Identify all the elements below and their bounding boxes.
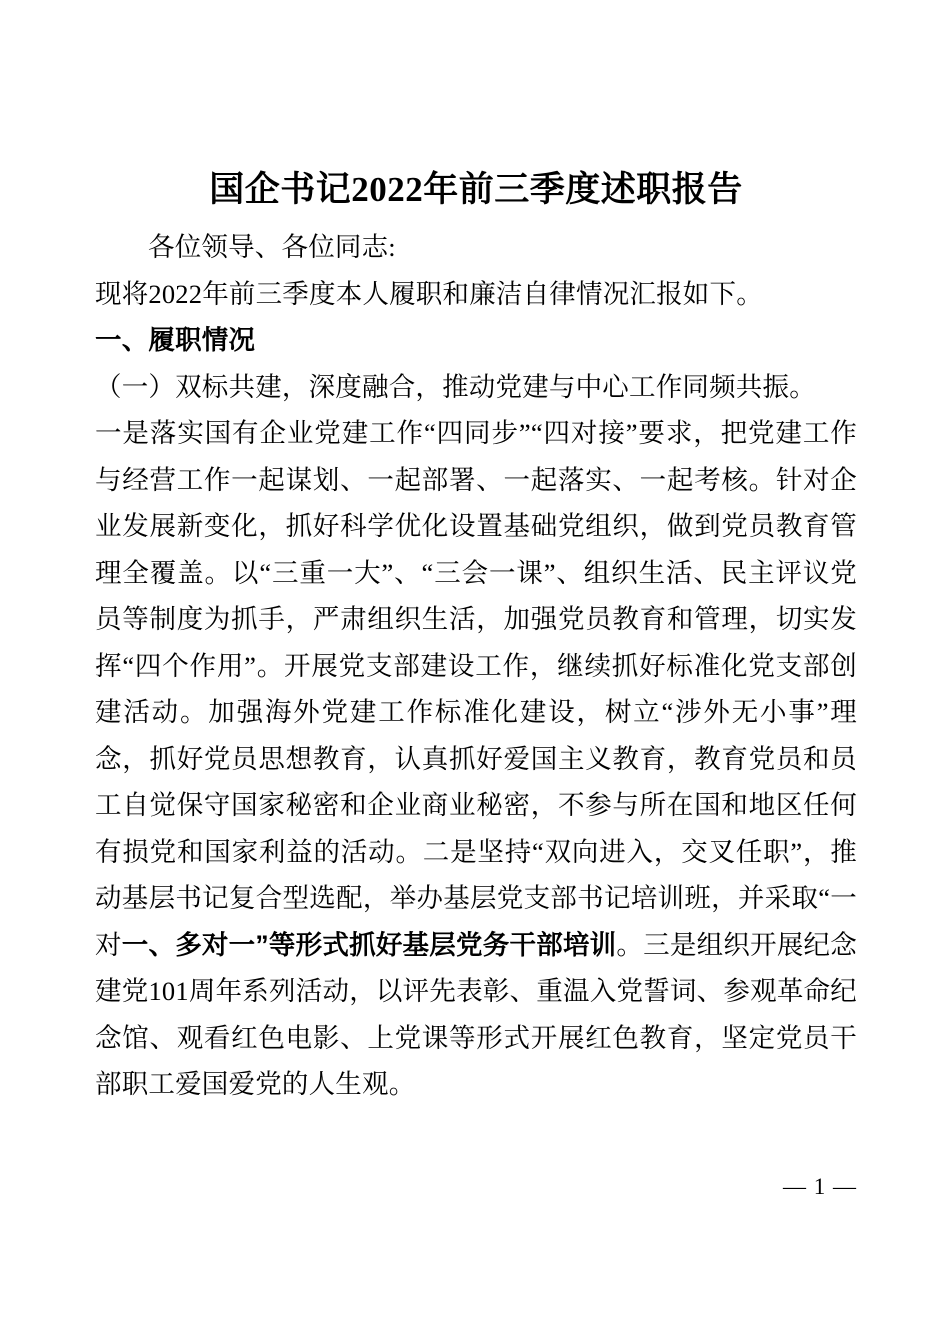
- body-text-run-3: 。三是组织开展纪念建党101周年系列活动，以评先表彰、重温入党誓词、参观革命纪念馆、观看红色电影、上党课等形式开展红色教育，坚定党员干部职工爱国爱党的人生观。: [95, 929, 857, 1099]
- body-paragraph-performance: [95, 410, 857, 1108]
- salutation-line: 各位领导、各位同志:: [148, 232, 396, 262]
- subsection-heading-dual-standard: （一）双标共建，深度融合，推动党建与中心工作同频共振。: [95, 371, 816, 402]
- page-number-footer: — 1 —: [783, 1174, 857, 1199]
- section-heading-performance: 一、履职情况: [95, 325, 256, 355]
- body-text-run-bold-training: 一、多对一”等形式抓好基层党务干部培训: [121, 929, 617, 960]
- page-title: 国企书记2022年前三季度述职报告: [209, 170, 743, 209]
- document-content: [95, 0, 857, 1108]
- body-text-run-1: 一是落实国有企业党建工作“四同步”“四对接”要求，把党建工作与经营工作一起谋划、一起部署、一起落实、一起考核。针对企业发展新变化，抓好科学优化设置基础党组织，做到党员教育管理全覆盖。以“三重一大”、“三会一课”、组织生活、民主评议党员等制度为抓手，严肃组织生活，加强党员教育和管理，切实发挥“四个作用”。开展党支部建设工作，继续抓好标准化党支部创建活动。加强海外党建工作标准化建设，树立“涉外无小事”理念，抓好党员思想教育，认真抓好爱国主义教育，教育党员和员工自觉保守国家秘密和企业商业秘密，不参与所在国和地区任何有损党和国家利益的活动。二是坚持“双向进入，交叉任职”，推动基层书记复合型选配，举办基层党支部书记培训班，并采取“一对: [95, 418, 857, 960]
- intro-line: 现将2022年前三季度本人履职和廉洁自律情况汇报如下。: [95, 278, 763, 309]
